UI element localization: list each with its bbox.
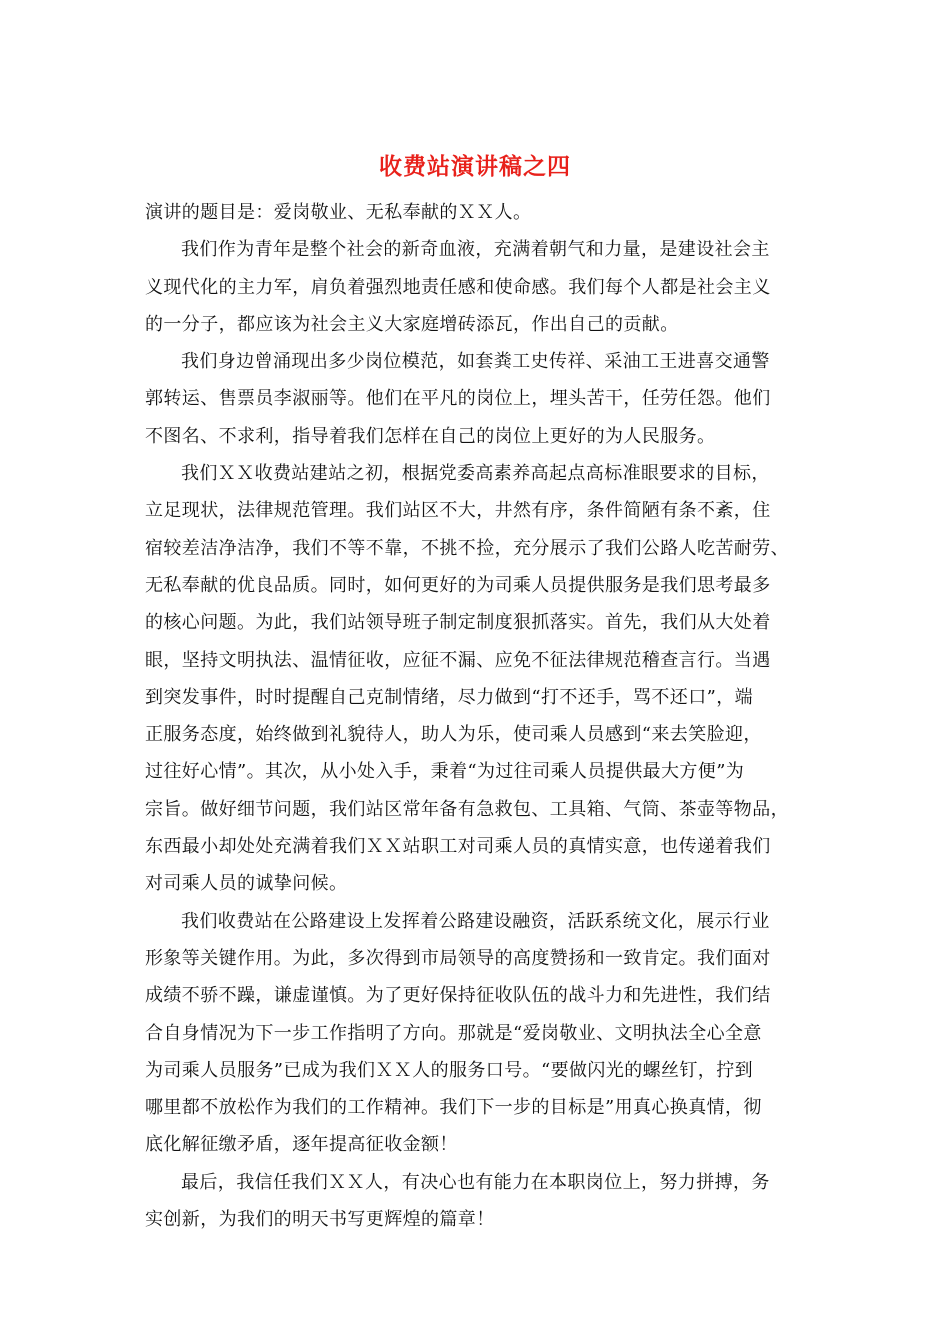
body-text-line: 我们身边曾涌现出多少岗位模范，如套粪工史传祥、采油工王进喜交通警 [181,351,770,373]
document-body [145,194,810,1238]
body-text-line: 的核心问题。为此，我们站领导班子制定制度狠抓落实。首先，我们从大处着 [145,612,771,634]
body-text-line: 的一分子，都应该为社会主义大家庭增砖添瓦，作出自己的贡献。 [145,313,679,335]
body-text-line: 无私奉献的优良品质。同时，如何更好的为司乘人员提供服务是我们思考最多 [145,574,771,596]
body-text-line: 演讲的题目是：爱岗敬业、无私奉献的ＸＸ人。 [145,202,532,223]
body-text-line: 立足现状，法律规范管理。我们站区不大，井然有序，条件简陋有条不紊，住 [145,500,771,522]
body-text-line: 东西最小却处处充满着我们ＸＸ站职工对司乘人员的真情实意，也传递着我们 [145,836,771,858]
body-text-line: 宗旨。做好细节问题，我们站区常年备有急救包、工具箱、气筒、茶壶等物品， [145,798,789,820]
body-text-line: 底化解征缴矛盾，逐年提高征收金额！ [145,1134,458,1156]
body-text-line: 不图名、不求利，指导着我们怎样在自己的岗位上更好的为人民服务。 [145,425,716,447]
body-text-line: 我们收费站在公路建设上发挥着公路建设融资，活跃系统文化，展示行业 [181,910,770,932]
body-text-line: 义现代化的主力军，肩负着强烈地责任感和使命感。我们每个人都是社会主义 [145,276,771,298]
body-text-line: 对司乘人员的诚挚问候。 [145,873,348,895]
body-text-line: 为司乘人员服务”已成为我们ＸＸ人的服务口号。“要做闪光的螺丝钉，拧到 [145,1059,754,1081]
body-text-line: 我们作为青年是整个社会的新奇血液，充满着朝气和力量，是建设社会主 [181,239,770,261]
body-text-line: 正服务态度，始终做到礼貌待人，助人为乐，使司乘人员感到“来去笑脸迎， [145,724,762,746]
body-text-line: 宿较差洁净洁净，我们不等不靠，不挑不捡，充分展示了我们公路人吃苦耐劳、 [145,537,789,559]
document-title: 收费站演讲稿之四 [379,153,571,180]
body-text-line: 哪里都不放松作为我们的工作精神。我们下一步的目标是”用真心换真情，彻 [145,1097,762,1119]
body-text-line: 成绩不骄不躁，谦虚谨慎。为了更好保持征收队伍的战斗力和先进性，我们结 [145,985,771,1007]
body-text-line: 眼，坚持文明执法、温情征收，应征不漏、应免不征法律规范稽查言行。当遇 [145,649,771,671]
body-text-line: 最后，我信任我们ＸＸ人，有决心也有能力在本职岗位上，努力拼搏，务 [181,1171,770,1193]
body-text-line: 合自身情况为下一步工作指明了方向。那就是“爱岗敬业、文明执法全心全意 [145,1022,762,1044]
body-text-line: 实创新，为我们的明天书写更辉煌的篇章！ [145,1209,495,1231]
body-text-line: 郭转运、售票员李淑丽等。他们在平凡的岗位上，埋头苦干，任劳任怨。他们 [145,388,771,410]
body-text-line: 我们ＸＸ收费站建站之初，根据党委高素养高起点高标准眼要求的目标， [181,463,770,485]
body-text-line: 到突发事件，时时提醒自己克制情绪，尽力做到“打不还手，骂不还口”，端 [145,686,754,708]
body-text-line: 形象等关键作用。为此，多次得到市局领导的高度赞扬和一致肯定。我们面对 [145,947,771,969]
body-text-line: 过往好心情”。其次，从小处入手，秉着“为过往司乘人员提供最大方便”为 [145,761,745,783]
